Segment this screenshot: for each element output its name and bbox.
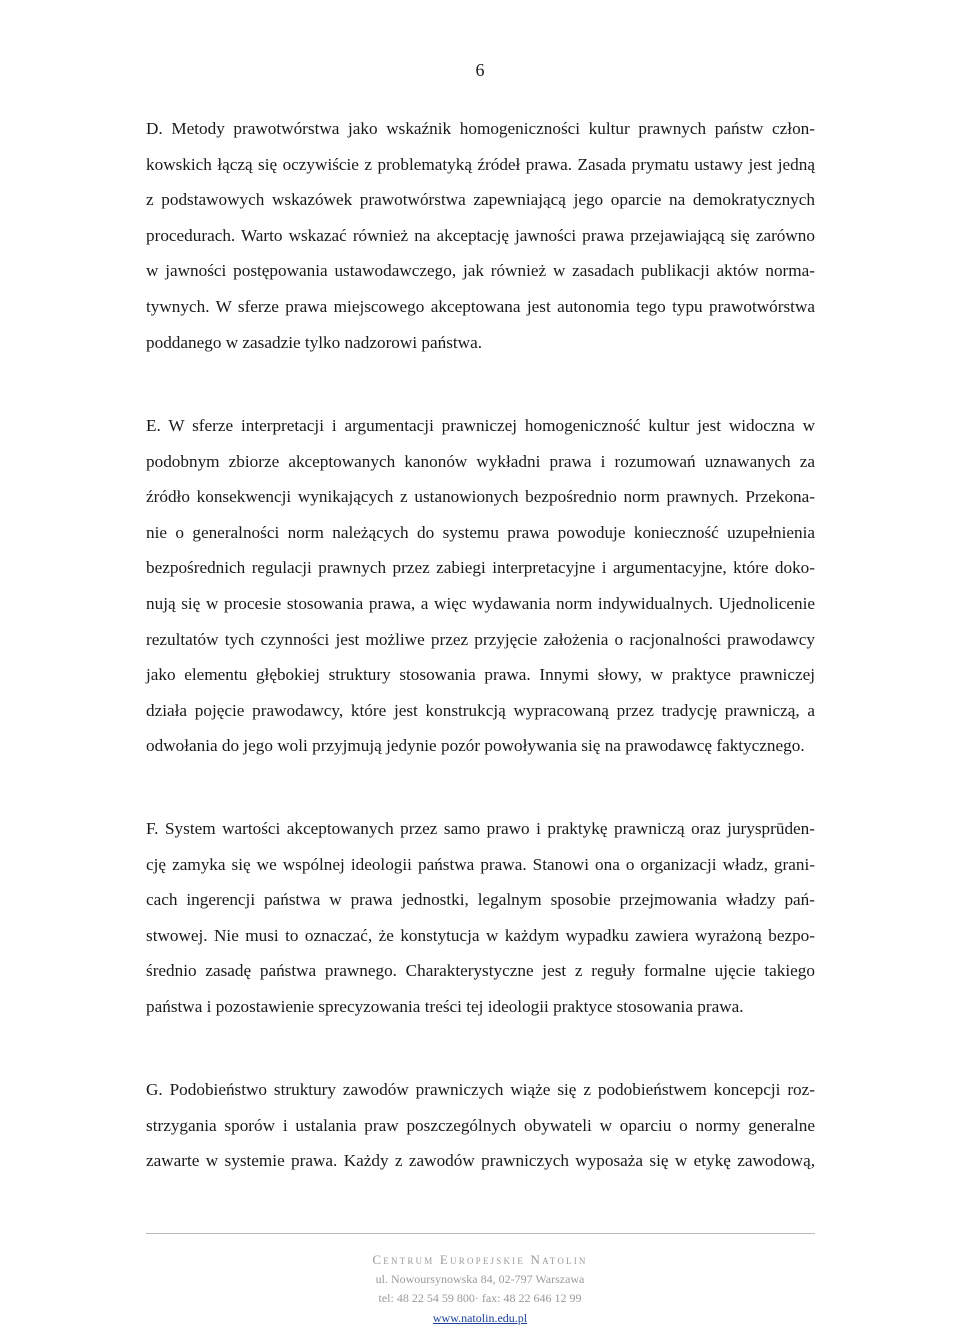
text-line: z podstawowych wskazówek prawotwórstwa zapewniającą jego oparcie na demokratycznych (146, 182, 815, 218)
text-line: cach ingerencji państwa w prawa jednostki, legalnym sposobie przejmowania władzy pań- (146, 882, 815, 918)
footer-organization: Centrum Europejskie Natolin (0, 1250, 960, 1270)
text-line: poddanego w zasadzie tylko nadzorowi państwa. (146, 325, 815, 361)
text-line: stwowej. Nie musi to oznaczać, że konstytucja w każdym wypadku zawiera wyrażoną bezpo- (146, 918, 815, 954)
text-line: jako elementu głębokiej struktury stosowania prawa. Innymi słowy, w praktyce prawniczej (146, 657, 815, 693)
text-line: tywnych. W sferze prawa miejscowego akceptowana jest autonomia tego typu prawotwórstwa (146, 289, 815, 325)
text-line: G. Podobieństwo struktury zawodów prawniczych wiąże się z podobieństwem koncepcji roz- (146, 1072, 815, 1108)
text-line: zawarte w systemie prawa. Każdy z zawodów prawniczych wyposaża się w etykę zawodową, (146, 1143, 815, 1179)
text-line: rezultatów tych czynności jest możliwe przez przyjęcie założenia o racjonalności prawodawcy (146, 622, 815, 658)
text-line: źródło konsekwencji wynikających z ustanowionych bezpośrednio norm prawnych. Przekona- (146, 479, 815, 515)
text-line: E. W sferze interpretacji i argumentacji prawniczej homogeniczność kultur jest widoczna w (146, 408, 815, 444)
text-line: nie o generalności norm należących do systemu prawa powoduje konieczność uzupełnienia (146, 515, 815, 551)
paragraph-d (146, 111, 815, 360)
text-line: strzygania sporów i ustalania praw poszczególnych obywateli w oparciu o normy generalne (146, 1108, 815, 1144)
text-line: D. Metody prawotwórstwa jako wskaźnik homogeniczności kultur prawnych państw człon- (146, 111, 815, 147)
footer-address: ul. Nowoursynowska 84, 02-797 Warszawa (0, 1270, 960, 1290)
text-line: średnio zasadę państwa prawnego. Charakterystyczne jest z reguły formalne ujęcie takiego (146, 953, 815, 989)
footer-website-link[interactable]: www.natolin.edu.pl (0, 1309, 960, 1328)
footer-contact: tel: 48 22 54 59 800· fax: 48 22 646 12 99 (0, 1289, 960, 1309)
text-line: w jawności postępowania ustawodawczego, jak również w zasadach publikacji aktów norma- (146, 253, 815, 289)
text-line: kowskich łączą się oczywiście z problematyką źródeł prawa. Zasada prymatu ustawy jest jedną (146, 147, 815, 183)
paragraph-f (146, 811, 815, 1025)
text-line: nują się w procesie stosowania prawa, a więc wydawania norm indywidualnych. Ujednolicenie (146, 586, 815, 622)
paragraph-g (146, 1072, 815, 1179)
footer-divider (146, 1233, 815, 1234)
page-number: 6 (0, 60, 960, 81)
text-line: cję zamyka się we wspólnej ideologii państwa prawa. Stanowi ona o organizacji władz, grani- (146, 847, 815, 883)
text-line: państwa i pozostawienie sprecyzowania treści tej ideologii praktyce stosowania prawa. (146, 989, 815, 1025)
footer (0, 1250, 960, 1328)
text-line: podobnym zbiorze akceptowanych kanonów wykładni prawa i rozumowań uznawanych za (146, 444, 815, 480)
text-line: działa pojęcie prawodawcy, które jest konstrukcją wypracowaną przez tradycję prawniczą, a (146, 693, 815, 729)
text-line: odwołania do jego woli przyjmują jedynie pozór powoływania się na prawodawcę faktycznego. (146, 728, 815, 764)
text-line: bezpośrednich regulacji prawnych przez zabiegi interpretacyjne i argumentacyjne, które doko- (146, 550, 815, 586)
text-line: procedurach. Warto wskazać również na akceptację jawności prawa przejawiającą się zarówno (146, 218, 815, 254)
text-line: F. System wartości akceptowanych przez samo prawo i praktykę prawniczą oraz jurysprūden- (146, 811, 815, 847)
paragraph-e (146, 408, 815, 764)
